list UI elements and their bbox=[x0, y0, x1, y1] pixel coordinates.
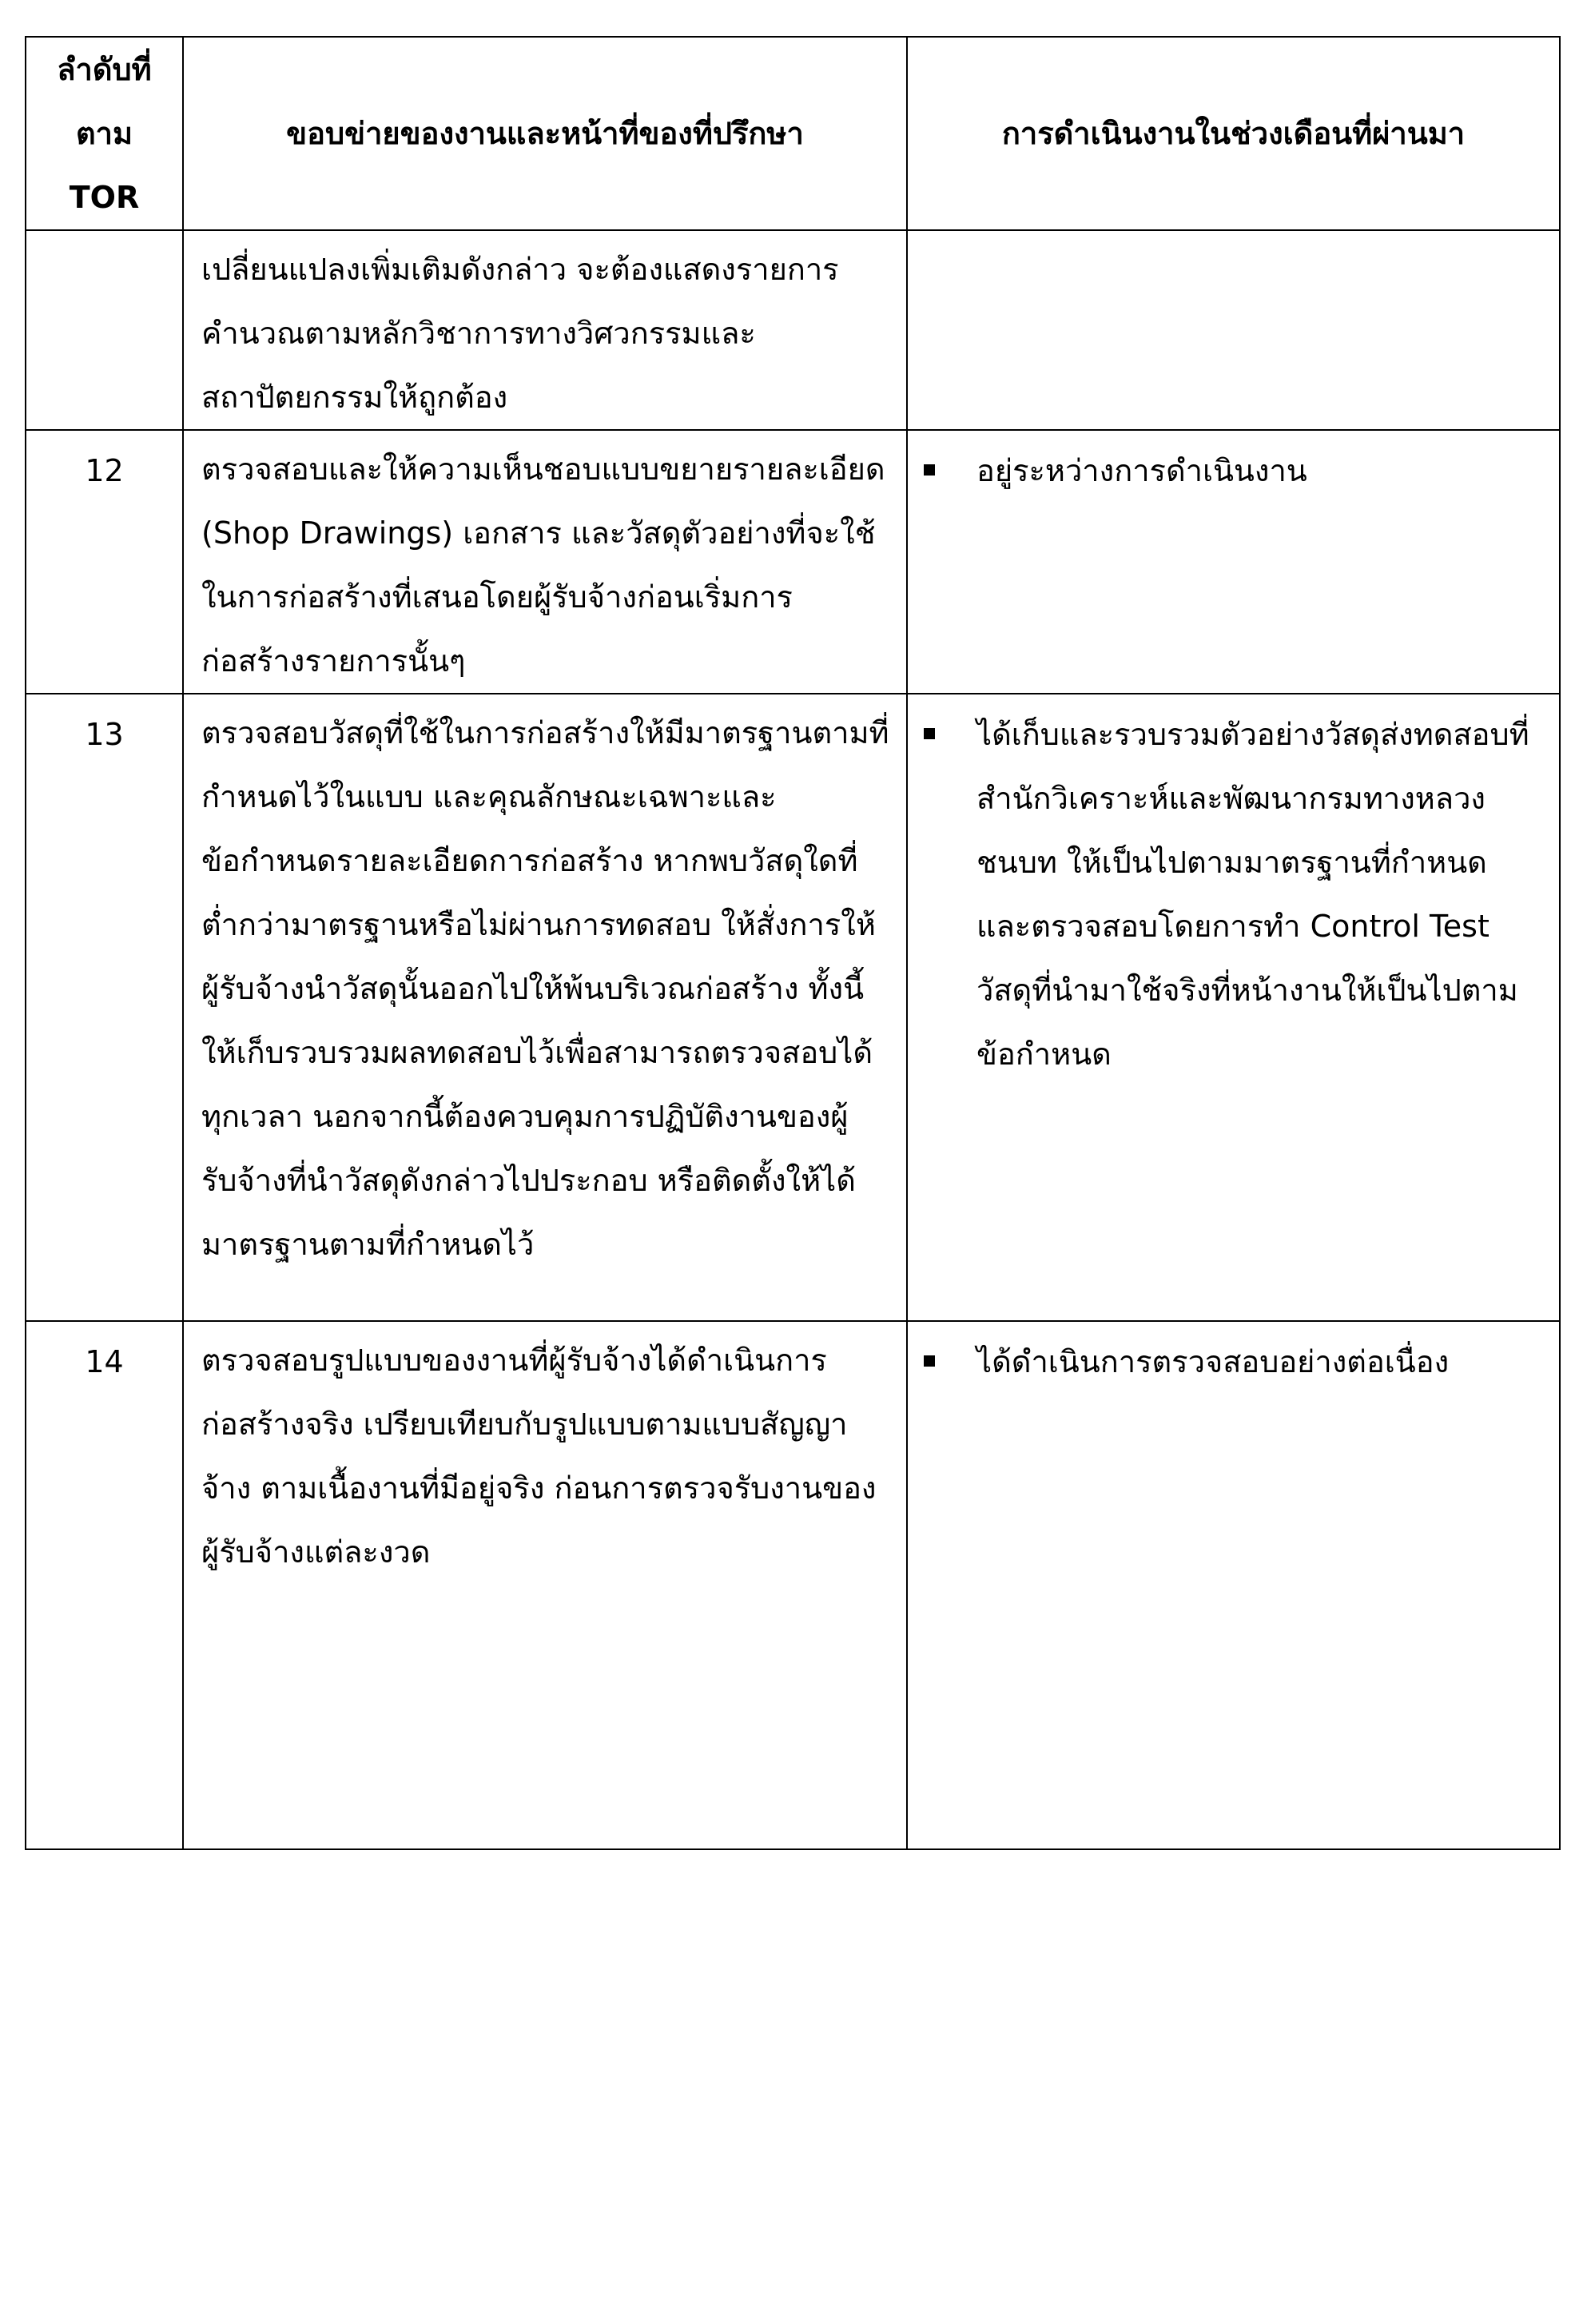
scope-line: ก่อสร้างรายการนั้นๆ bbox=[201, 643, 466, 678]
scope-line: ตรวจสอบและให้ความเห็นชอบแบบขยายรายละเอียด bbox=[201, 452, 885, 487]
scope-line: ก่อสร้างจริง เปรียบเทียบกับรูปแบบตามแบบสัญญา bbox=[201, 1407, 848, 1442]
scope-line: ให้เก็บรวบรวมผลทดสอบไว้เพื่อสามารถตรวจสอบได้ bbox=[201, 1035, 873, 1070]
progress-bullet-item bbox=[908, 1330, 1545, 1394]
header-no-line: ตาม bbox=[75, 116, 133, 151]
row-number: 12 bbox=[26, 430, 183, 694]
progress-line: อยู่ระหว่างการดำเนินงาน bbox=[976, 453, 1307, 488]
row-progress bbox=[907, 430, 1560, 694]
table-row bbox=[26, 230, 1560, 430]
row-scope bbox=[183, 230, 907, 430]
square-bullet-icon bbox=[924, 1355, 935, 1367]
scope-line: สถาปัตยกรรมให้ถูกต้อง bbox=[201, 380, 508, 415]
progress-text bbox=[976, 702, 1545, 1086]
progress-table bbox=[25, 36, 1561, 1850]
header-tor-number bbox=[26, 37, 183, 230]
progress-line: ได้ดำเนินการตรวจสอบอย่างต่อเนื่อง bbox=[976, 1344, 1450, 1379]
header-progress: การดำเนินงานในช่วงเดือนที่ผ่านมา bbox=[907, 37, 1560, 230]
header-no-line: ลำดับที่ bbox=[57, 52, 152, 87]
progress-line: และตรวจสอบโดยการทำ Control Test bbox=[976, 909, 1490, 944]
row-number bbox=[26, 230, 183, 430]
scope-line: ในการก่อสร้างที่เสนอโดยผู้รับจ้างก่อนเริ่มการ bbox=[201, 579, 793, 615]
progress-bullet-item bbox=[908, 702, 1545, 1086]
row-progress bbox=[907, 1321, 1560, 1849]
scope-line: ตรวจสอบวัสดุที่ใช้ในการก่อสร้างให้มีมาตรฐานตามที่ bbox=[201, 715, 889, 750]
square-bullet-icon bbox=[924, 464, 935, 476]
progress-line: ข้อกำหนด bbox=[976, 1037, 1112, 1072]
square-bullet-icon bbox=[924, 728, 935, 739]
progress-line: ชนบท ให้เป็นไปตามมาตรฐานที่กำหนด bbox=[976, 845, 1487, 880]
scope-line: จ้าง ตามเนื้องานที่มีอยู่จริง ก่อนการตรวจรับงานของ bbox=[201, 1470, 877, 1506]
progress-line: สำนักวิเคราะห์และพัฒนากรมทางหลวง bbox=[976, 781, 1486, 816]
progress-line: ได้เก็บและรวบรวมตัวอย่างวัสดุส่งทดสอบที่ bbox=[976, 717, 1529, 752]
scope-line: ผู้รับจ้างแต่ละงวด bbox=[201, 1534, 431, 1570]
row-progress bbox=[907, 694, 1560, 1321]
table-header-row bbox=[26, 37, 1560, 230]
scope-line: กำหนดไว้ในแบบ และคุณลักษณะเฉพาะและ bbox=[201, 779, 777, 814]
row-scope bbox=[183, 1321, 907, 1849]
progress-bullet-item bbox=[908, 439, 1545, 503]
progress-line: วัสดุที่นำมาใช้จริงที่หน้างานให้เป็นไปตาม bbox=[976, 973, 1518, 1008]
row-scope bbox=[183, 694, 907, 1321]
row-number: 14 bbox=[26, 1321, 183, 1849]
header-no-line: TOR bbox=[69, 180, 140, 215]
scope-line: ทุกเวลา นอกจากนี้ต้องควบคุมการปฏิบัติงานของผู้ bbox=[201, 1099, 849, 1134]
scope-line: ผู้รับจ้างนำวัสดุนั้นออกไปให้พ้นบริเวณก่อสร้าง ทั้งนี้ bbox=[201, 971, 865, 1006]
progress-text bbox=[976, 439, 1545, 503]
scope-line: ข้อกำหนดรายละเอียดการก่อสร้าง หากพบวัสดุใดที่ bbox=[201, 843, 858, 878]
scope-line: (Shop Drawings) เอกสาร และวัสดุตัวอย่างที่จะใช้ bbox=[201, 515, 876, 551]
progress-text bbox=[976, 1330, 1545, 1394]
row-progress bbox=[907, 230, 1560, 430]
scope-line: คำนวณตามหลักวิชาการทางวิศวกรรมและ bbox=[201, 316, 756, 351]
scope-line: มาตรฐานตามที่กำหนดไว้ bbox=[201, 1227, 535, 1262]
scope-line: รับจ้างที่นำวัสดุดังกล่าวไปประกอบ หรือติดตั้งให้ได้ bbox=[201, 1163, 856, 1198]
scope-line: ต่ำกว่ามาตรฐานหรือไม่ผ่านการทดสอบ ให้สั่งการให้ bbox=[201, 907, 876, 942]
header-scope: ขอบข่ายของงานและหน้าที่ของที่ปรึกษา bbox=[183, 37, 907, 230]
table-row bbox=[26, 430, 1560, 694]
table-row bbox=[26, 1321, 1560, 1849]
scope-line: เปลี่ยนแปลงเพิ่มเติมดังกล่าว จะต้องแสดงรายการ bbox=[201, 252, 839, 287]
table-row bbox=[26, 694, 1560, 1321]
scope-line: ตรวจสอบรูปแบบของงานที่ผู้รับจ้างได้ดำเนินการ bbox=[201, 1343, 827, 1378]
row-number: 13 bbox=[26, 694, 183, 1321]
row-scope bbox=[183, 430, 907, 694]
